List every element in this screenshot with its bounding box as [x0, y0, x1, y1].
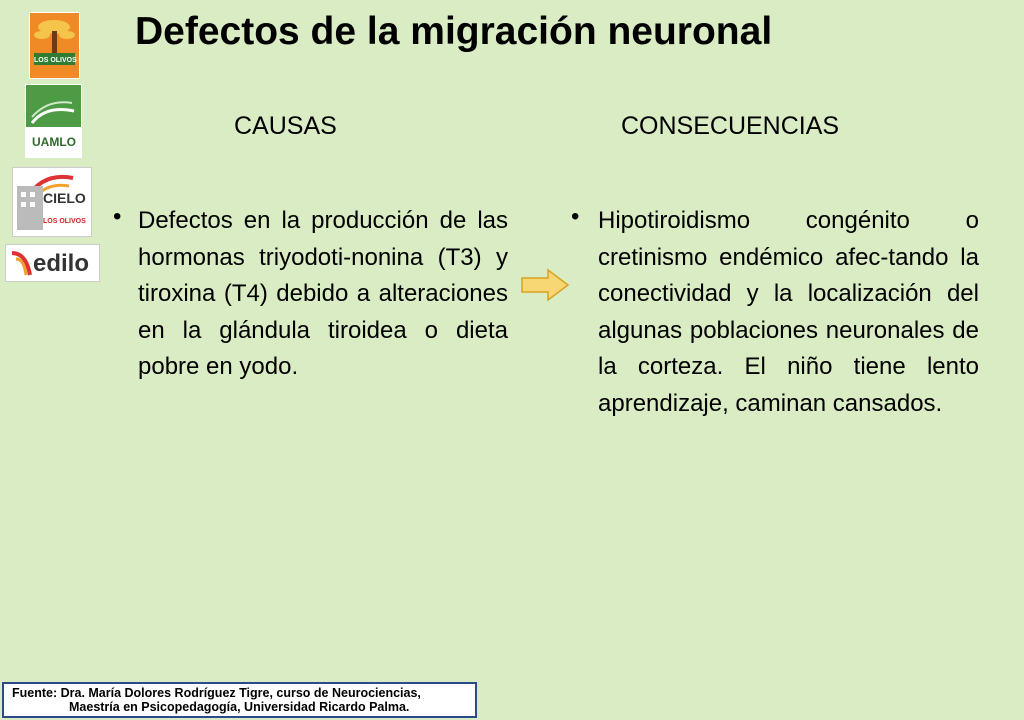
bullet-marker: • [113, 203, 122, 230]
consecuencias-header: CONSECUENCIAS [621, 112, 840, 140]
source-line-1: Fuente: Dra. María Dolores Rodríguez Tigre, curso de Neurociencias, [12, 686, 421, 700]
uamlo-logo-text: UAMLO [32, 135, 76, 149]
edilo-emblem-icon [8, 245, 36, 281]
source-citation-box [2, 682, 477, 718]
causas-header: CAUSAS [234, 112, 337, 140]
source-line-2: Maestría en Psicopedagogía, Universidad Ricardo Palma. [69, 700, 410, 714]
causa-bullet-text: Defectos en la producción de las hormonas triyodoti-nonina (T3) y tiroxina (T4) debido a alteraciones en la glándula tiroidea o dieta pobre en yodo. [138, 207, 508, 381]
right-arrow-icon [520, 268, 570, 302]
bullet-marker: • [571, 203, 580, 230]
uamlo-logo [25, 84, 82, 158]
consecuencia-bullet-text: Hipotiroidismo congénito o cretinismo endémico afec-tando la conectividad y la localización del algunas poblaciones neuronales de la corteza. El niño tiene lento aprendizaje, caminan cansados. [598, 207, 979, 417]
los-olivos-logo-text: LOS OLIVOS [34, 57, 77, 64]
cielo-logo-subtext: LOS OLIVOS [43, 218, 86, 225]
tree-icon [30, 13, 79, 78]
los-olivos-logo [29, 12, 80, 79]
edilo-logo [5, 244, 100, 282]
cielo-logo-text: CIELO [43, 190, 86, 206]
cielo-logo [12, 167, 92, 237]
page-title: Defectos de la migración neuronal [135, 10, 773, 53]
edilo-logo-text: edilo [33, 250, 90, 277]
